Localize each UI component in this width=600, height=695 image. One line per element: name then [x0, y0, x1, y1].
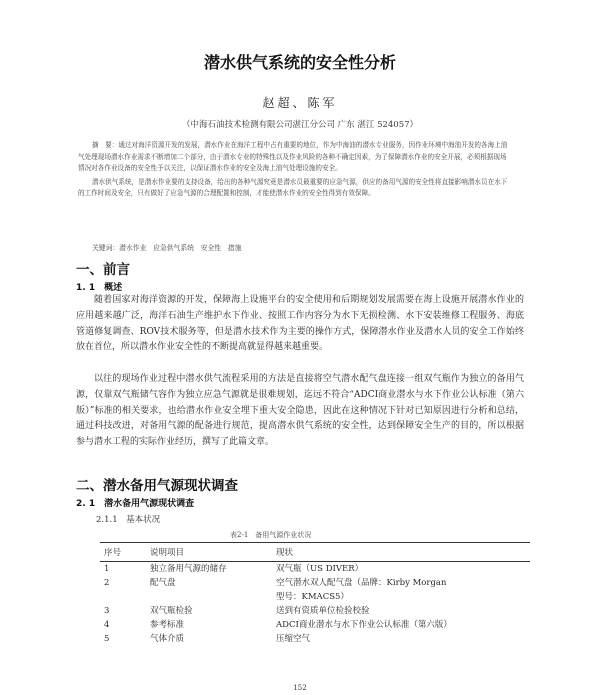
table-cell-item: 双气瓶检验: [150, 606, 193, 616]
table-cell-item: 独立备用气源的储存: [150, 564, 227, 574]
table-header-row: [100, 543, 530, 562]
table-cell-status: ADCI商业潜水与水下作业公认标准（第六版）: [276, 620, 452, 630]
table-row: [100, 562, 530, 577]
table-cell-status: 空气潜水双人配气盘（品牌：Kirby Morgan: [276, 578, 447, 588]
subsection-1-1-heading: 1. 1 概述: [76, 283, 123, 293]
status-table: [100, 542, 530, 646]
table-cell-item: 配气盘: [150, 578, 176, 588]
abstract-paragraph-1: 摘 要：通过对海洋资源开发的发展，潜水作业在海洋工程中占有重要的地位，作为中海油的潜水专业服务，因作业环境中海油开发的各海上油气处理现场潜水作业需求不断增加二个部分，由于潜水专业的特殊性以及作业风险的各种不确定因素，为了保障潜水作业的安全开展，必须根据现场情况对各作业设备的安全性予以关注，以保证潜水作业的安全及海上油气处理设施的安全。: [78, 141, 508, 172]
table-cell-status: 送到有资质单位检验校验: [276, 606, 370, 616]
keywords-line: 关键词：潜水作业 应急供气系统 安全性 措施: [92, 244, 242, 252]
section-1-heading: 一、前言: [76, 262, 130, 278]
intro-paragraph-1: 随着国家对海洋资源的开发，保障海上设施平台的安全使用和后期规划发展需要在海上设施开展潜水作业的应用越来越广泛，海洋石油生产维护水下作业、按照工作内容分为水下无损检测、水下安装维修工程服务、海底管道修复调查、ROV技术服务等，但是潜水技术作为主要的操作方式，保障潜水作业及潜水人员的安全工作始终放在首位，所以潜水作业安全性的不断提高就显得越来越重要。: [76, 295, 524, 353]
table-cell-no: 2: [104, 578, 110, 588]
subsection-2-1-1-heading: 2.1.1 基本状况: [96, 515, 161, 525]
subsection-2-1-heading: 2. 1 潜水备用气源现状调查: [76, 499, 195, 509]
table-row: [100, 632, 530, 646]
table-row: [100, 618, 530, 632]
affiliation-line: （中海石油技术检测有限公司湛江分公司 广东 湛江 524057）: [181, 120, 419, 130]
table-cell-no: 5: [104, 634, 110, 644]
table-cell-item: 气体介质: [150, 634, 185, 644]
table-caption: 表2-1 备用气源作业状况: [230, 531, 312, 539]
table-cell-item: 参考标准: [150, 620, 185, 630]
intro-paragraph-2: 以往的现场作业过程中潜水供气流程采用的方法是直接将空气潜水配气盘连接一组双气瓶作为独立的备用气源，仅靠双气瓶储气容作为独立应急气源就是很难规划，迄远不符合“ADCI商业潜水与水下作业公认标准（第六版）”标准的相关要求，也给潜水作业安全埋下重大安全隐患，因此在这种情况下针对已知原因进行分析和总结，通过科技改进，对备用气源的配备进行规范，提高潜水供气系统的安全性，达到保障安全生产的目的，所以根据参与潜水工程的实际作业经历，撰写了此篇文章。: [76, 374, 524, 448]
table-row: [100, 590, 530, 604]
table-cell-item: [146, 590, 272, 604]
page-number: 152: [293, 684, 307, 692]
table-header-cell: 说明项目: [150, 548, 185, 558]
table-cell-no: 1: [104, 564, 110, 574]
paper-title: 潜水供气系统的安全性分析: [203, 53, 396, 72]
section-2-heading: 二、潜水备用气源现状调查: [76, 478, 238, 494]
table-cell-no: 3: [104, 606, 110, 616]
table-row: [100, 604, 530, 618]
abstract-paragraph-2: 潜水供气系统，是潜水作业要的支持设备，给出的各种气源究竟是潜水员最重要的应急气源，供应的备用气源的安全性将直接影响潜水员在水下的工作时间及安全，只有做好了应急气源的合理配置和控制，才能使潜水作业的安全性得到有效保障。: [78, 177, 508, 197]
author-line: 赵超、陈军: [262, 96, 338, 110]
table-row: [100, 576, 530, 590]
abstract-block: [78, 140, 508, 202]
table-header-cell: 序号: [104, 548, 122, 558]
table-cell-status: 型号：KMACS5）: [276, 592, 349, 602]
table-cell-no: 4: [104, 620, 110, 630]
table-cell-status: 压缩空气: [276, 634, 311, 644]
table-header-cell: 现状: [276, 548, 294, 558]
table-cell-status: 双气瓶（US DIVER）: [276, 564, 364, 574]
table-cell-no: [100, 590, 146, 604]
